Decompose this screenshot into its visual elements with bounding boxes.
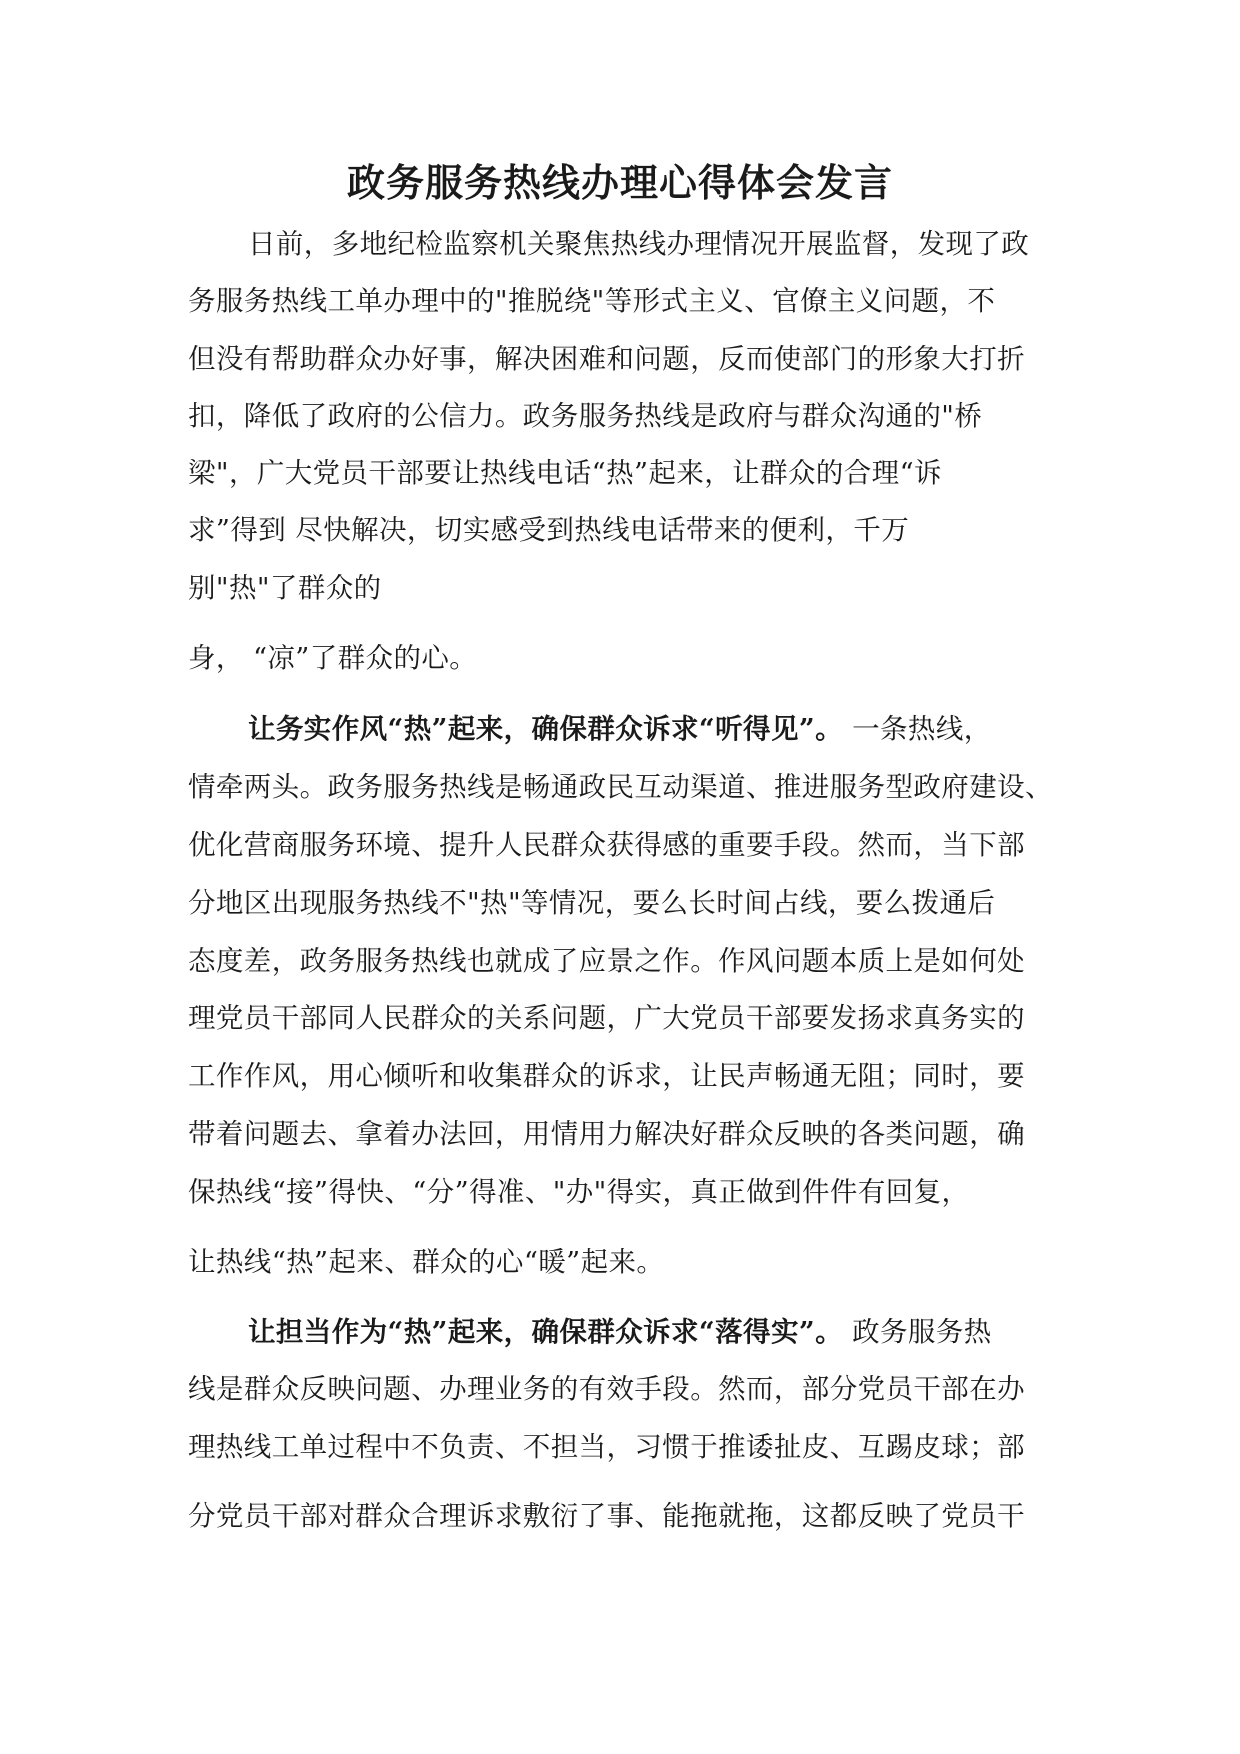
- section2-first-line: [248, 1312, 992, 1352]
- intro-line-7: 别"热"了群众的: [188, 572, 382, 604]
- section2-first-line-rest: 政务服务热: [842, 1316, 992, 1348]
- section1-line-2: 优化营商服务环境、提升人民群众获得感的重要手段。然而，当下部: [188, 829, 1025, 861]
- intro-line-2: 务服务热线工单办理中的"推脱绕"等形式主义、官僚主义问题，不: [188, 285, 996, 317]
- section2-line-3: 分党员干部对群众合理诉求敷衍了事、能拖就拖，这都反映了党员干: [188, 1500, 1025, 1532]
- section1-first-line: [248, 709, 992, 749]
- intro-line-8: 身， “凉”了群众的心。: [188, 642, 478, 674]
- section1-line-7: 带着问题去、拿着办法回，用情用力解决好群众反映的各类问题，确: [188, 1118, 1025, 1150]
- section1-line-4: 态度差，政务服务热线也就成了应景之作。作风问题本质上是如何处: [188, 945, 1025, 977]
- intro-line-4: 扣，降低了政府的公信力。政务服务热线是政府与群众沟通的"桥: [188, 400, 983, 432]
- section1-line-5: 理党员干部同人民群众的关系问题，广大党员干部要发扬求真务实的: [188, 1002, 1025, 1034]
- section2-heading: 让担当作为“热”起来，确保群众诉求“落得实”。: [248, 1316, 843, 1348]
- section2-line-1: 线是群众反映问题、办理业务的有效手段。然而，部分党员干部在办: [188, 1373, 1025, 1405]
- section1-first-line-rest: 一条热线，: [842, 713, 992, 745]
- document-title: 政务服务热线办理心得体会发言: [346, 160, 893, 205]
- section1-line-1: 情牵两头。政务服务热线是畅通政民互动渠道、推进服务型政府建设、: [188, 771, 1053, 803]
- intro-line-5: 梁"，广大党员干部要让热线电话“热”起来，让群众的合理“诉: [188, 457, 942, 489]
- intro-line-1: 日前，多地纪检监察机关聚焦热线办理情况开展监督，发现了政: [248, 228, 1030, 260]
- section1-line-9: 让热线“热”起来、群众的心“暖”起来。: [188, 1246, 665, 1278]
- section2-line-2: 理热线工单过程中不负责、不担当，习惯于推诿扯皮、互踢皮球；部: [188, 1431, 1025, 1463]
- section1-line-6: 工作作风，用心倾听和收集群众的诉求，让民声畅通无阻；同时，要: [188, 1060, 1025, 1092]
- section1-heading: 让务实作风“热”起来，确保群众诉求“听得见”。: [248, 713, 843, 745]
- section1-line-3: 分地区出现服务热线不"热"等情况，要么长时间占线，要么拨通后: [188, 887, 996, 919]
- section1-line-8: 保热线“接”得快、“分”得准、"办"得实，真正做到件件有回复，: [188, 1176, 970, 1208]
- intro-line-6: 求”得到 尽快解决，切实感受到热线电话带来的便利，千万: [188, 514, 910, 546]
- intro-line-3: 但没有帮助群众办好事，解决困难和问题，反而使部门的形象大打折: [188, 343, 1025, 375]
